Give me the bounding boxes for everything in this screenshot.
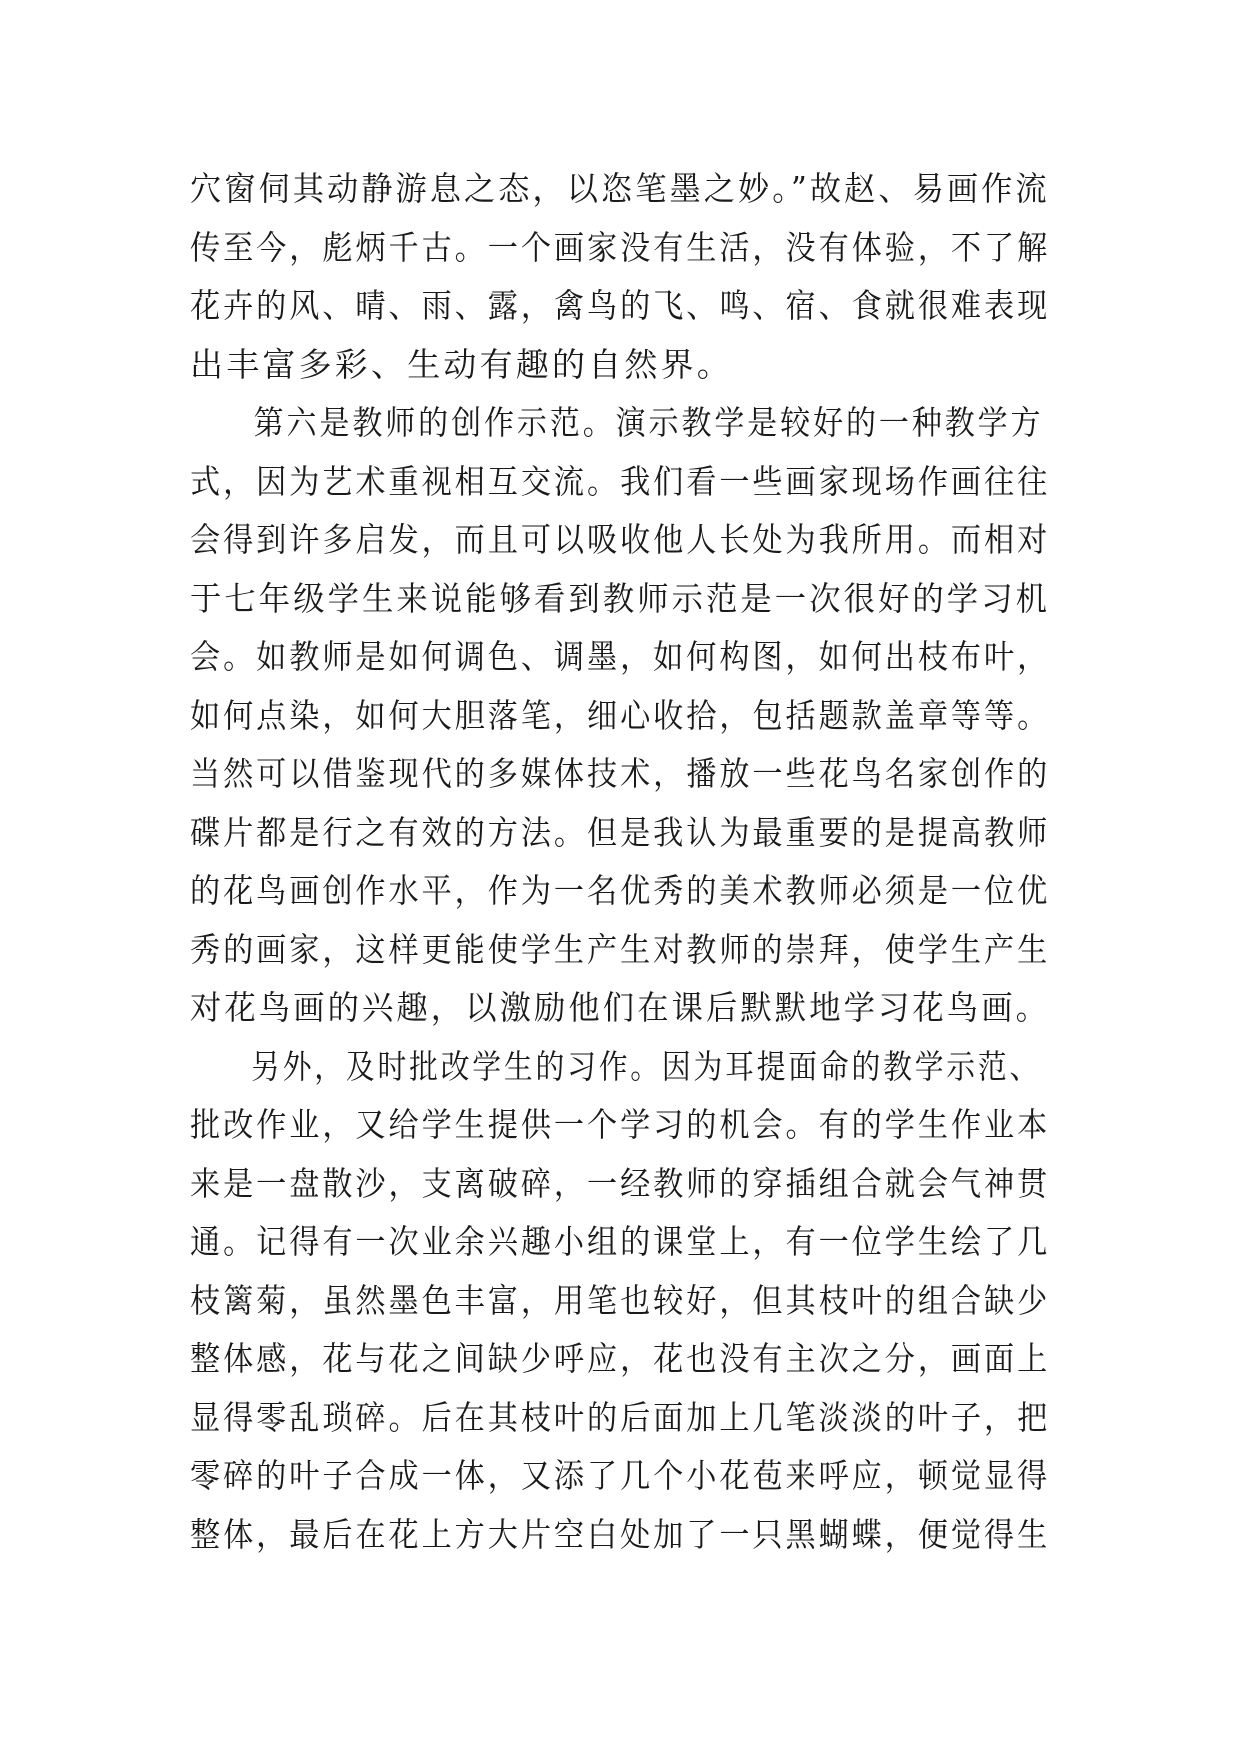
text-line: 枝篱菊，虽然墨色丰富，用笔也较好，但其枝叶的组合缺少 — [190, 1280, 1051, 1320]
text-line: 显得零乱琐碎。后在其枝叶的后面加上几笔淡淡的叶子，把 — [190, 1397, 1051, 1437]
text-line: 零碎的叶子合成一体，又添了几个小花苞来呼应，顿觉显得 — [190, 1456, 1051, 1495]
text-line: 碟片都是行之有效的方法。但是我认为最重要的是提高教师 — [190, 812, 1051, 852]
text-line: 会得到许多启发，而且可以吸收他人长处为我所用。而相对 — [190, 520, 1051, 559]
text-line: 花卉的风、晴、雨、露，禽鸟的飞、鸣、宿、食就很难表现 — [190, 286, 1051, 325]
text-line: 穴窗伺其动静游息之态，以恣笔墨之妙。”故赵、易画作流 — [190, 169, 1050, 208]
text-line: 另外，及时批改学生的习作。因为耳提面命的教学示范、 — [251, 1046, 1042, 1086]
text-line: 整体，最后在花上方大片空白处加了一只黑蝴蝶，便觉得生 — [190, 1514, 1051, 1554]
text-line: 如何点染，如何大胆落笔，细心收拾，包括题款盖章等等。 — [190, 695, 1051, 735]
text-line: 于七年级学生来说能够看到教师示范是一次很好的学习机 — [190, 578, 1050, 618]
text-line: 秀的画家，这样更能使学生产生对教师的崇拜，使学生产生 — [190, 929, 1051, 969]
text-line: 当然可以借鉴现代的多媒体技术，播放一些花鸟名家创作的 — [190, 754, 1051, 793]
text-line: 整体感，花与花之间缺少呼应，花也没有主次之分，画面上 — [190, 1339, 1051, 1378]
text-line: 传至今，彪炳千古。一个画家没有生活，没有体验，不了解 — [190, 227, 1051, 267]
body-text — [190, 160, 1050, 1564]
text-line: 通。记得有一次业余兴趣小组的课堂上，有一位学生绘了几 — [190, 1222, 1051, 1261]
text-line: 出丰富多彩、生动有趣的自然界。 — [190, 344, 733, 384]
text-line: 第六是教师的创作示范。演示教学是较好的一种教学方 — [253, 403, 1044, 442]
text-line: 的花鸟画创作水平，作为一名优秀的美术教师必须是一位优 — [190, 871, 1051, 910]
text-line: 批改作业，又给学生提供一个学习的机会。有的学生作业本 — [190, 1105, 1051, 1144]
text-line: 会。如教师是如何调色、调墨，如何构图，如何出枝布叶， — [190, 637, 1051, 676]
text-line: 来是一盘散沙，支离破碎，一经教师的穿插组合就会气神贯 — [190, 1163, 1051, 1203]
text-line: 对花鸟画的兴趣，以激励他们在课后默默地学习花鸟画。 — [190, 988, 1050, 1027]
text-line: 式，因为艺术重视相互交流。我们看一些画家现场作画往往 — [190, 461, 1051, 501]
